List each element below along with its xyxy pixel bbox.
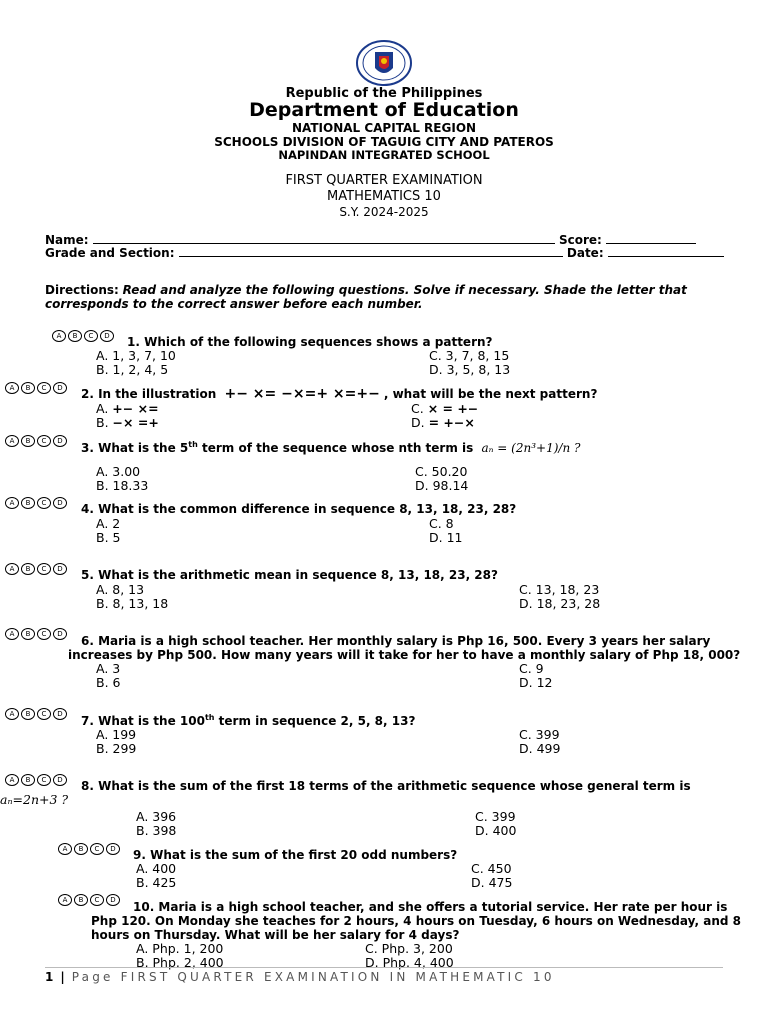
q7-option-a: A. 199: [96, 727, 137, 742]
score-label: Score:: [558, 233, 602, 247]
name-label: Name:: [45, 233, 89, 247]
q2-text-b: , what will be the next pattern?: [383, 387, 598, 401]
q8-formula: aₙ=2n+3 ?: [0, 792, 69, 807]
q8-option-a: A. 396: [136, 809, 177, 824]
directions-text1: Read and analyze the following questions. Solve if necessary. Shade the letter that: [122, 283, 687, 297]
bubble-b[interactable]: B: [21, 628, 35, 640]
q1-option-a: A. 1, 3, 7, 10: [96, 348, 176, 363]
bubble-a[interactable]: A: [58, 843, 72, 855]
q4-option-b: B. 5: [96, 530, 121, 545]
q2-option-c-pattern: × = +−: [427, 401, 479, 416]
q9-option-a: A. 400: [136, 861, 177, 876]
q3-text-b: term of the sequence whose nth term is: [197, 441, 474, 455]
bubble-d[interactable]: D: [53, 708, 67, 720]
bubble-b[interactable]: B: [21, 563, 35, 575]
bubble-c[interactable]: C: [37, 774, 51, 786]
bubble-a[interactable]: A: [5, 563, 19, 575]
answer-bubbles-q9: [58, 843, 120, 855]
score-line[interactable]: [606, 233, 696, 244]
directions-line2: [45, 297, 423, 311]
answer-bubbles-q8: [5, 774, 67, 786]
question-7: [81, 713, 415, 728]
header-school: NAPINDAN INTEGRATED SCHOOL: [278, 148, 490, 162]
footer-text: Page FIRST QUARTER EXAMINATION IN MATHEMATIC 10: [71, 970, 555, 984]
q2-option-a: [96, 401, 159, 416]
q7-text-b: term in sequence 2, 5, 8, 13?: [214, 714, 416, 728]
footer-separator: |: [60, 970, 65, 984]
bubble-b[interactable]: B: [21, 497, 35, 509]
question-6: 6. Maria is a high school teacher. Her monthly salary is Php 16, 500. Every 3 years her salary: [81, 634, 711, 648]
bubble-a[interactable]: A: [5, 774, 19, 786]
header-region: NATIONAL CAPITAL REGION: [291, 121, 477, 135]
bubble-b[interactable]: B: [21, 708, 35, 720]
header-republic: Republic of the Philippines: [285, 86, 483, 101]
bubble-a[interactable]: A: [5, 382, 19, 394]
q6-option-c: C. 9: [519, 661, 544, 676]
q7-option-d: D. 499: [519, 741, 561, 756]
school-year: S.Y. 2024-2025: [339, 205, 429, 219]
header-division: SCHOOLS DIVISION OF TAGUIG CITY AND PATEROS: [214, 135, 554, 149]
q3-sup: th: [188, 440, 198, 449]
bubble-d[interactable]: D: [53, 628, 67, 640]
bubble-c[interactable]: C: [37, 382, 51, 394]
q3-formula: aₙ = (2n³+1)/n ?: [481, 441, 581, 455]
q5-option-b: B. 8, 13, 18: [96, 596, 169, 611]
bubble-a[interactable]: A: [58, 894, 72, 906]
q2-text-a: 2. In the illustration: [81, 387, 217, 401]
q8-option-c: C. 399: [475, 809, 516, 824]
answer-bubbles-q7: [5, 708, 67, 720]
bubble-d[interactable]: D: [53, 774, 67, 786]
q6-option-b: B. 6: [96, 675, 121, 690]
q3-option-a: A. 3.00: [96, 464, 141, 479]
q9-option-c: C. 450: [471, 861, 512, 876]
q5-option-c: C. 13, 18, 23: [519, 582, 600, 597]
bubble-c[interactable]: C: [37, 435, 51, 447]
q10-option-a: A. Php. 1, 200: [136, 941, 224, 956]
question-6-line2: increases by Php 500. How many years will it take for her to have a monthly salary of Php 18, 000?: [68, 648, 741, 662]
q9-option-b: B. 425: [136, 875, 177, 890]
grade-line[interactable]: [179, 246, 563, 257]
q2-option-c: [411, 401, 478, 416]
bubble-d[interactable]: D: [53, 382, 67, 394]
bubble-c[interactable]: C: [90, 894, 104, 906]
bubble-c[interactable]: C: [37, 708, 51, 720]
q2-option-a-pattern: +− ×=: [112, 401, 159, 416]
bubble-d[interactable]: D: [53, 497, 67, 509]
q3-text-a: 3. What is the 5: [81, 441, 189, 455]
q10-option-d: D. Php. 4, 400: [365, 955, 454, 970]
q2-option-d-letter: D.: [411, 415, 425, 430]
bubble-d[interactable]: D: [53, 563, 67, 575]
q2-option-a-letter: A.: [96, 401, 109, 416]
bubble-c[interactable]: C: [37, 628, 51, 640]
footer-page-number: 1: [45, 970, 54, 984]
bubble-a[interactable]: A: [5, 497, 19, 509]
grade-label: Grade and Section:: [45, 246, 175, 260]
q7-sup: th: [204, 713, 215, 722]
question-10-line3: hours on Thursday. What will be her salary for 4 days?: [91, 928, 460, 942]
question-3: [81, 440, 580, 455]
q6-option-d: D. 12: [519, 675, 553, 690]
q2-option-b-pattern: −× =+: [112, 415, 159, 430]
name-line[interactable]: [93, 233, 555, 244]
answer-bubbles-q3: [5, 435, 67, 447]
bubble-b[interactable]: B: [68, 330, 82, 342]
bubble-b[interactable]: B: [21, 774, 35, 786]
q7-option-c: C. 399: [519, 727, 560, 742]
bubble-d[interactable]: D: [53, 435, 67, 447]
deped-seal-logo: [355, 40, 413, 86]
answer-bubbles-q2: [5, 382, 67, 394]
question-10-line2: Php 120. On Monday she teaches for 2 hours, 4 hours on Tuesday, 6 hours on Wednesday, and 8: [91, 914, 741, 928]
bubble-b[interactable]: B: [74, 843, 88, 855]
bubble-b[interactable]: B: [74, 894, 88, 906]
q10-option-b: B. Php. 2, 400: [136, 955, 224, 970]
q4-option-d: D. 11: [429, 530, 463, 545]
q2-option-b: [96, 415, 159, 430]
date-label: Date:: [566, 246, 604, 260]
directions-label: Directions:: [45, 283, 119, 297]
directions-line1: [45, 283, 687, 297]
bubble-b[interactable]: B: [21, 382, 35, 394]
q5-option-d: D. 18, 23, 28: [519, 596, 601, 611]
bubble-a[interactable]: A: [52, 330, 66, 342]
q3-option-d: D. 98.14: [415, 478, 469, 493]
answer-bubbles-q5: [5, 563, 67, 575]
bubble-c[interactable]: C: [90, 843, 104, 855]
footer-divider: [45, 967, 723, 968]
bubble-c[interactable]: C: [84, 330, 98, 342]
q2-option-d-pattern: = +−×: [428, 415, 475, 430]
exam-title: FIRST QUARTER EXAMINATION: [285, 173, 483, 188]
q8-option-b: B. 398: [136, 823, 177, 838]
bubble-d[interactable]: D: [106, 894, 120, 906]
bubble-d[interactable]: D: [106, 843, 120, 855]
answer-bubbles-q1: [52, 330, 114, 342]
date-line[interactable]: [608, 246, 724, 257]
question-5: 5. What is the arithmetic mean in sequence 8, 13, 18, 23, 28?: [81, 568, 498, 582]
answer-bubbles-q4: [5, 497, 67, 509]
q3-option-b: B. 18.33: [96, 478, 149, 493]
q1-option-c: C. 3, 7, 8, 15: [429, 348, 510, 363]
q7-option-b: B. 299: [96, 741, 137, 756]
q2-pattern: +− ×= −×=+ ×=+−: [224, 386, 380, 402]
q1-option-b: B. 1, 2, 4, 5: [96, 362, 169, 377]
question-8: 8. What is the sum of the first 18 terms of the arithmetic sequence whose general term is: [81, 779, 691, 793]
q3-option-c: C. 50.20: [415, 464, 468, 479]
bubble-c[interactable]: C: [37, 563, 51, 575]
bubble-a[interactable]: A: [5, 708, 19, 720]
question-9: 9. What is the sum of the first 20 odd numbers?: [133, 848, 458, 862]
header-department: Department of Education: [249, 99, 519, 121]
directions-text2: corresponds to the correct answer before each number.: [45, 297, 423, 311]
q6-option-a: A. 3: [96, 661, 121, 676]
q9-option-d: D. 475: [471, 875, 513, 890]
answer-bubbles-q10: [58, 894, 120, 906]
q7-text-a: 7. What is the 100: [81, 714, 205, 728]
grade-row: [45, 246, 724, 260]
q2-option-b-letter: B.: [96, 415, 109, 430]
page-footer: [45, 970, 555, 984]
q4-option-c: C. 8: [429, 516, 454, 531]
bubble-b[interactable]: B: [21, 435, 35, 447]
q10-option-c: C. Php. 3, 200: [365, 941, 453, 956]
q8-option-d: D. 400: [475, 823, 517, 838]
exam-subject: MATHEMATICS 10: [327, 189, 441, 204]
question-1: 1. Which of the following sequences shows a pattern?: [127, 335, 493, 349]
q4-option-a: A. 2: [96, 516, 121, 531]
bubble-c[interactable]: C: [37, 497, 51, 509]
question-4: 4. What is the common difference in sequence 8, 13, 18, 23, 28?: [81, 502, 517, 516]
bubble-a[interactable]: A: [5, 435, 19, 447]
q1-option-d: D. 3, 5, 8, 13: [429, 362, 511, 377]
q2-option-d: [411, 415, 475, 430]
q5-option-a: A. 8, 13: [96, 582, 145, 597]
name-row: [45, 233, 696, 247]
bubble-d[interactable]: D: [100, 330, 114, 342]
bubble-a[interactable]: A: [5, 628, 19, 640]
question-2: [81, 386, 597, 402]
answer-bubbles-q6: [5, 628, 67, 640]
q2-option-c-letter: C.: [411, 401, 424, 416]
question-10: 10. Maria is a high school teacher, and she offers a tutorial service. Her rate per hour is: [133, 900, 728, 914]
